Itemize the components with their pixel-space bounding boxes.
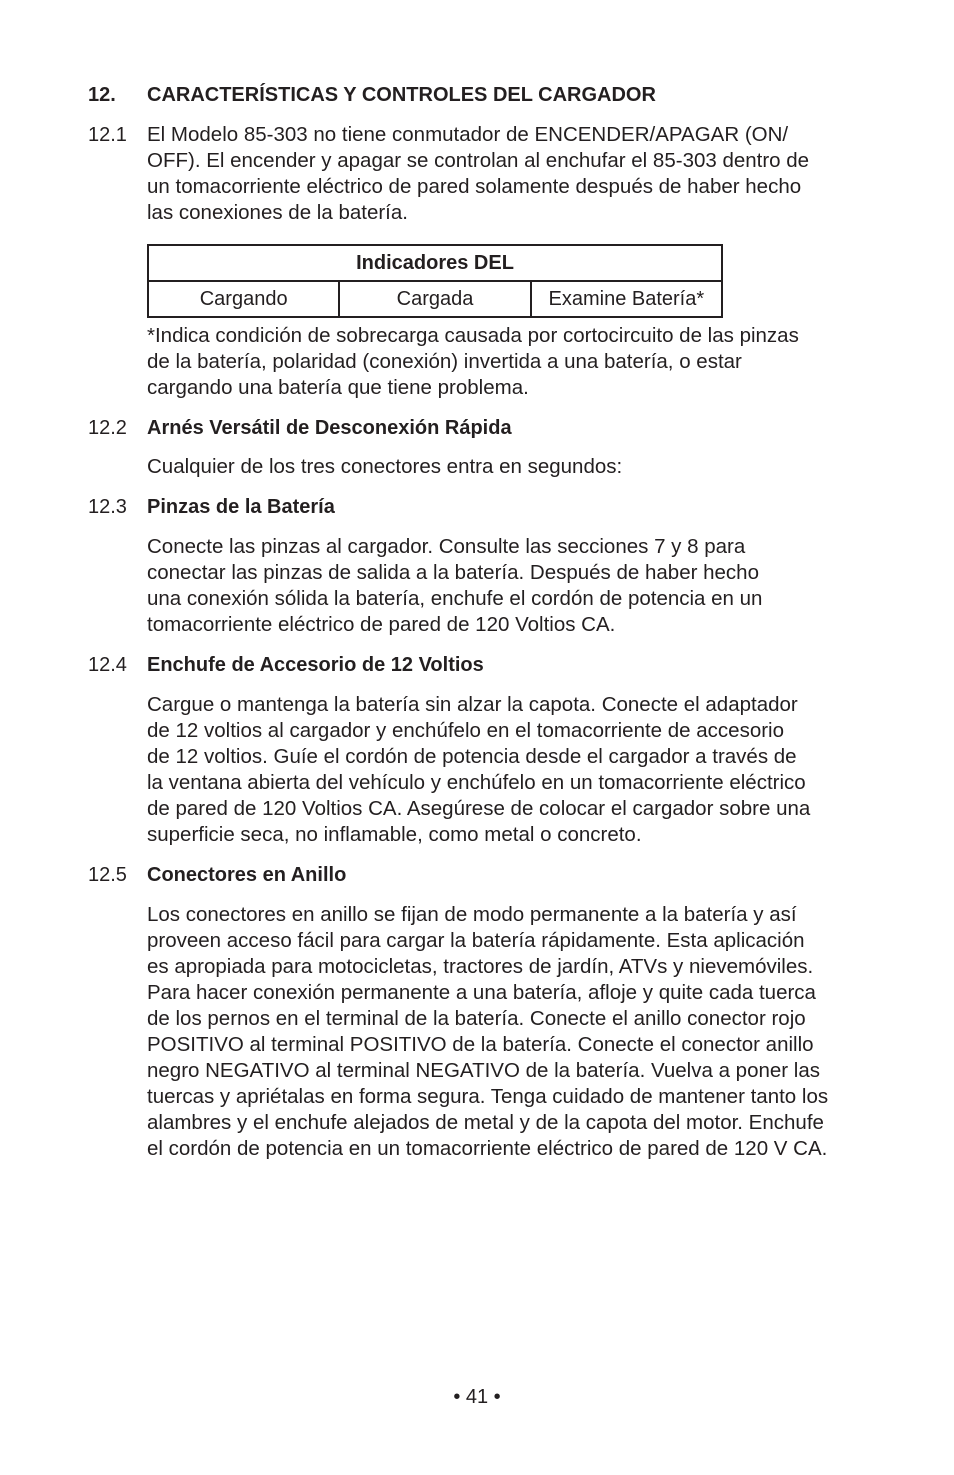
item-heading: Enchufe de Accesorio de 12 Voltios	[147, 654, 484, 676]
text-line: cargando una batería que tiene problema.	[147, 376, 529, 399]
text-line: de pared de 120 Voltios CA. Asegúrese de colocar el cargador sobre una	[147, 797, 811, 820]
table-cell-check-battery: Examine Batería*	[531, 281, 722, 317]
text-line: Los conectores en anillo se fijan de modo permanente a la batería y así	[147, 903, 797, 926]
text-line: tomacorriente eléctrico de pared de 120 Voltios CA.	[147, 613, 616, 636]
item-number: 12.5	[88, 864, 127, 886]
text-line: las conexiones de la batería.	[147, 201, 408, 224]
text-line: de la batería, polaridad (conexión) invertida a una batería, o estar	[147, 350, 742, 373]
text-line: tuercas y apriétalas en forma segura. Tenga cuidado de mantener tanto los	[147, 1085, 829, 1108]
led-indicators-table	[147, 244, 723, 318]
text-line: negro NEGATIVO al terminal NEGATIVO de la batería. Vuelva a poner las	[147, 1059, 821, 1082]
item-number: 12.1	[88, 124, 127, 146]
text-line: superficie seca, no inflamable, como metal o concreto.	[147, 823, 642, 846]
text-line: Para hacer conexión permanente a una batería, afloje y quite cada tuerca	[147, 981, 816, 1004]
text-line: Conecte las pinzas al cargador. Consulte las secciones 7 y 8 para	[147, 535, 746, 558]
item-number: 12.2	[88, 417, 127, 439]
item-heading: Conectores en Anillo	[147, 864, 347, 886]
section-number: 12.	[88, 84, 116, 106]
item-body	[147, 122, 867, 226]
text-line: de 12 voltios. Guíe el cordón de potencia desde el cargador a través de	[147, 745, 797, 768]
text-line: El Modelo 85-303 no tiene conmutador de ENCENDER/APAGAR (ON/	[147, 123, 789, 146]
text-line: la ventana abierta del vehículo y enchúfelo en un tomacorriente eléctrico	[147, 771, 806, 794]
text-line: conectar las pinzas de salida a la batería. Después de haber hecho	[147, 561, 759, 584]
item-number: 12.4	[88, 654, 127, 676]
text-line: Cargue o mantenga la batería sin alzar la capota. Conecte el adaptador	[147, 693, 798, 716]
text-line: de 12 voltios al cargador y enchúfelo en el tomacorriente de accesorio	[147, 719, 785, 742]
item-heading: Pinzas de la Batería	[147, 496, 335, 518]
text-line: el cordón de potencia en un tomacorriente eléctrico de pared de 120 V CA.	[147, 1137, 828, 1160]
text-line: Cualquier de los tres conectores entra en segundos:	[147, 455, 623, 478]
text-line: POSITIVO al terminal POSITIVO de la batería. Conecte el conector anillo	[147, 1033, 814, 1056]
item-body	[147, 692, 872, 848]
table-header-row	[148, 245, 722, 281]
text-line: alambres y el enchufe alejados de metal y de la capota del motor. Enchufe	[147, 1111, 824, 1134]
text-line: es apropiada para motocicletas, tractores de jardín, ATVs y nievemóviles.	[147, 955, 814, 978]
page-number: • 41 •	[453, 1386, 501, 1408]
text-line: OFF). El encender y apagar se controlan al enchufar el 85-303 dentro de	[147, 149, 810, 172]
item-body	[147, 454, 872, 480]
text-line: *Indica condición de sobrecarga causada por cortocircuito de las pinzas	[147, 324, 799, 347]
item-number: 12.3	[88, 496, 127, 518]
item-heading: Arnés Versátil de Desconexión Rápida	[147, 417, 512, 439]
table-header: Indicadores DEL	[148, 245, 722, 281]
item-body	[147, 902, 872, 1162]
table-row	[148, 281, 722, 317]
text-line: de los pernos en el terminal de la batería. Conecte el anillo conector rojo	[147, 1007, 806, 1030]
table-footnote	[147, 323, 872, 401]
text-line: proveen acceso fácil para cargar la batería rápidamente. Esta aplicación	[147, 929, 805, 952]
text-line: un tomacorriente eléctrico de pared solamente después de haber hecho	[147, 175, 802, 198]
table-cell-charging: Cargando	[148, 281, 339, 317]
item-body	[147, 534, 872, 638]
table-cell-charged: Cargada	[339, 281, 530, 317]
text-line: una conexión sólida la batería, enchufe el cordón de potencia en un	[147, 587, 763, 610]
section-title: CARACTERÍSTICAS Y CONTROLES DEL CARGADOR	[147, 84, 656, 106]
